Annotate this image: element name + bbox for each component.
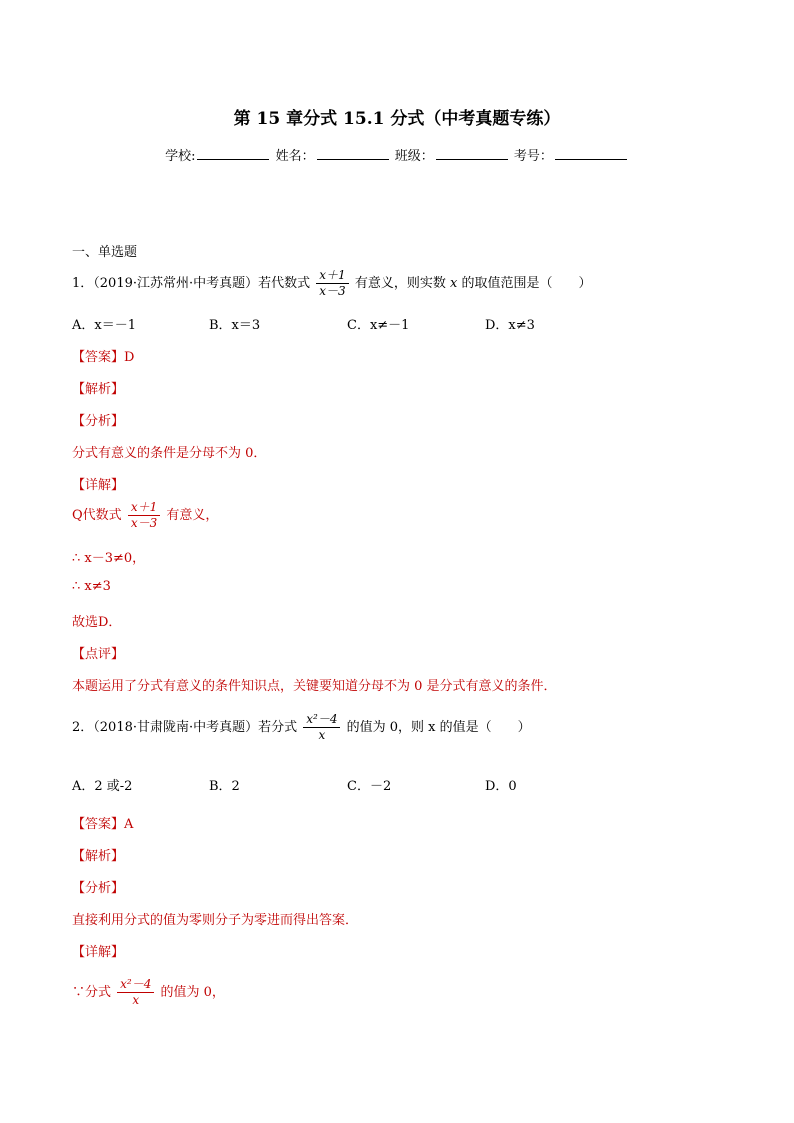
q2-suffix: 的值为 0，则 x 的值是（ ） [346,720,531,735]
q1-detail-line-2: ∴ x－3≠0， [72,551,146,566]
class-label: 班级： [394,149,434,164]
name-blank[interactable] [317,147,389,160]
q1-suffix-a: 有意义，则实数 [354,276,446,291]
name-label: 姓名： [275,149,315,164]
school-label: 学校: [165,149,196,164]
q1-option-a[interactable]: A．x＝－1 [72,318,136,333]
q1-prefix: 1．（2019·江苏常州·中考真题）若代数式 [72,276,311,291]
q2-detail1-prefix: ∵分式 [72,985,112,1000]
q2-detail1-suffix: 的值为 0， [160,985,225,1000]
q1-variable: x [449,276,458,291]
q1-fraction [316,268,348,299]
q1-fenxi-tag: 【分析】 [72,414,125,429]
q1-frac-denominator: x－3 [319,284,346,298]
q2-fenxi-tag: 【分析】 [72,881,125,896]
q1-detail-line-4: 故选D． [72,615,122,630]
q2-detail-frac-denominator: x [132,993,140,1007]
student-info-line [0,145,794,164]
q1-detail1-suffix: 有意义， [166,508,219,523]
q2-answer: A [124,817,134,832]
q2-frac-numerator: x²－4 [303,712,340,728]
section-heading: 一、单选题 [72,245,138,260]
q2-fraction [303,712,340,743]
q2-option-c[interactable]: C．－2 [347,779,392,794]
q1-comment-text: 本题运用了分式有意义的条件知识点，关键要知道分母不为 0 是分式有意义的条件． [72,679,557,694]
q2-answer-line [72,813,133,832]
q1-suffix-b: 的取值范围是（ ） [461,276,592,291]
q1-answer: D [124,350,135,365]
document-title: 第 15 章分式 15.1 分式（中考真题专练） [233,109,561,129]
q1-answer-tag: 【答案】 [72,350,125,365]
q2-fenxi-text: 直接利用分式的值为零则分子为零进而得出答案． [72,913,359,928]
q2-option-d[interactable]: D．0 [485,779,517,794]
exam-blank[interactable] [555,147,627,160]
q1-detail-frac-denominator: x－3 [130,516,158,530]
school-blank[interactable] [197,147,269,160]
q2-detail-frac-numerator: x²－4 [117,977,154,993]
q1-detail-line-3: ∴ x≠3 [72,579,111,594]
q2-frac-denominator: x [318,728,326,742]
q2-detail-tag: 【详解】 [72,945,125,960]
q1-option-c[interactable]: C．x≠－1 [347,318,410,333]
q1-detail-line-1 [72,500,218,531]
exam-label: 考号： [513,149,553,164]
question-1 [72,268,591,299]
class-blank[interactable] [436,147,508,160]
q1-fenxi-text: 分式有意义的条件是分母不为 0． [72,446,267,461]
q1-detail1-prefix: Q代数式 [72,508,122,523]
q1-option-d[interactable]: D．x≠3 [485,318,535,333]
q1-analysis-tag: 【解析】 [72,382,125,397]
q1-answer-line [72,346,134,365]
q1-detail-frac-numerator: x＋1 [128,500,160,516]
question-2 [72,712,531,743]
q2-answer-tag: 【答案】 [72,817,125,832]
q2-option-b[interactable]: B．2 [209,779,240,794]
q2-analysis-tag: 【解析】 [72,849,125,864]
q2-prefix: 2．（2018·甘肃陇南·中考真题）若分式 [72,720,298,735]
q2-detail-fraction [117,977,154,1008]
q1-detail-fraction [128,500,160,531]
q1-comment-tag: 【点评】 [72,647,125,662]
q2-detail-line-1 [72,977,225,1008]
q1-option-b[interactable]: B．x＝3 [209,318,261,333]
q1-frac-numerator: x＋1 [316,268,348,284]
q2-option-a[interactable]: A．2 或-2 [72,779,133,794]
q1-detail-tag: 【详解】 [72,478,125,493]
